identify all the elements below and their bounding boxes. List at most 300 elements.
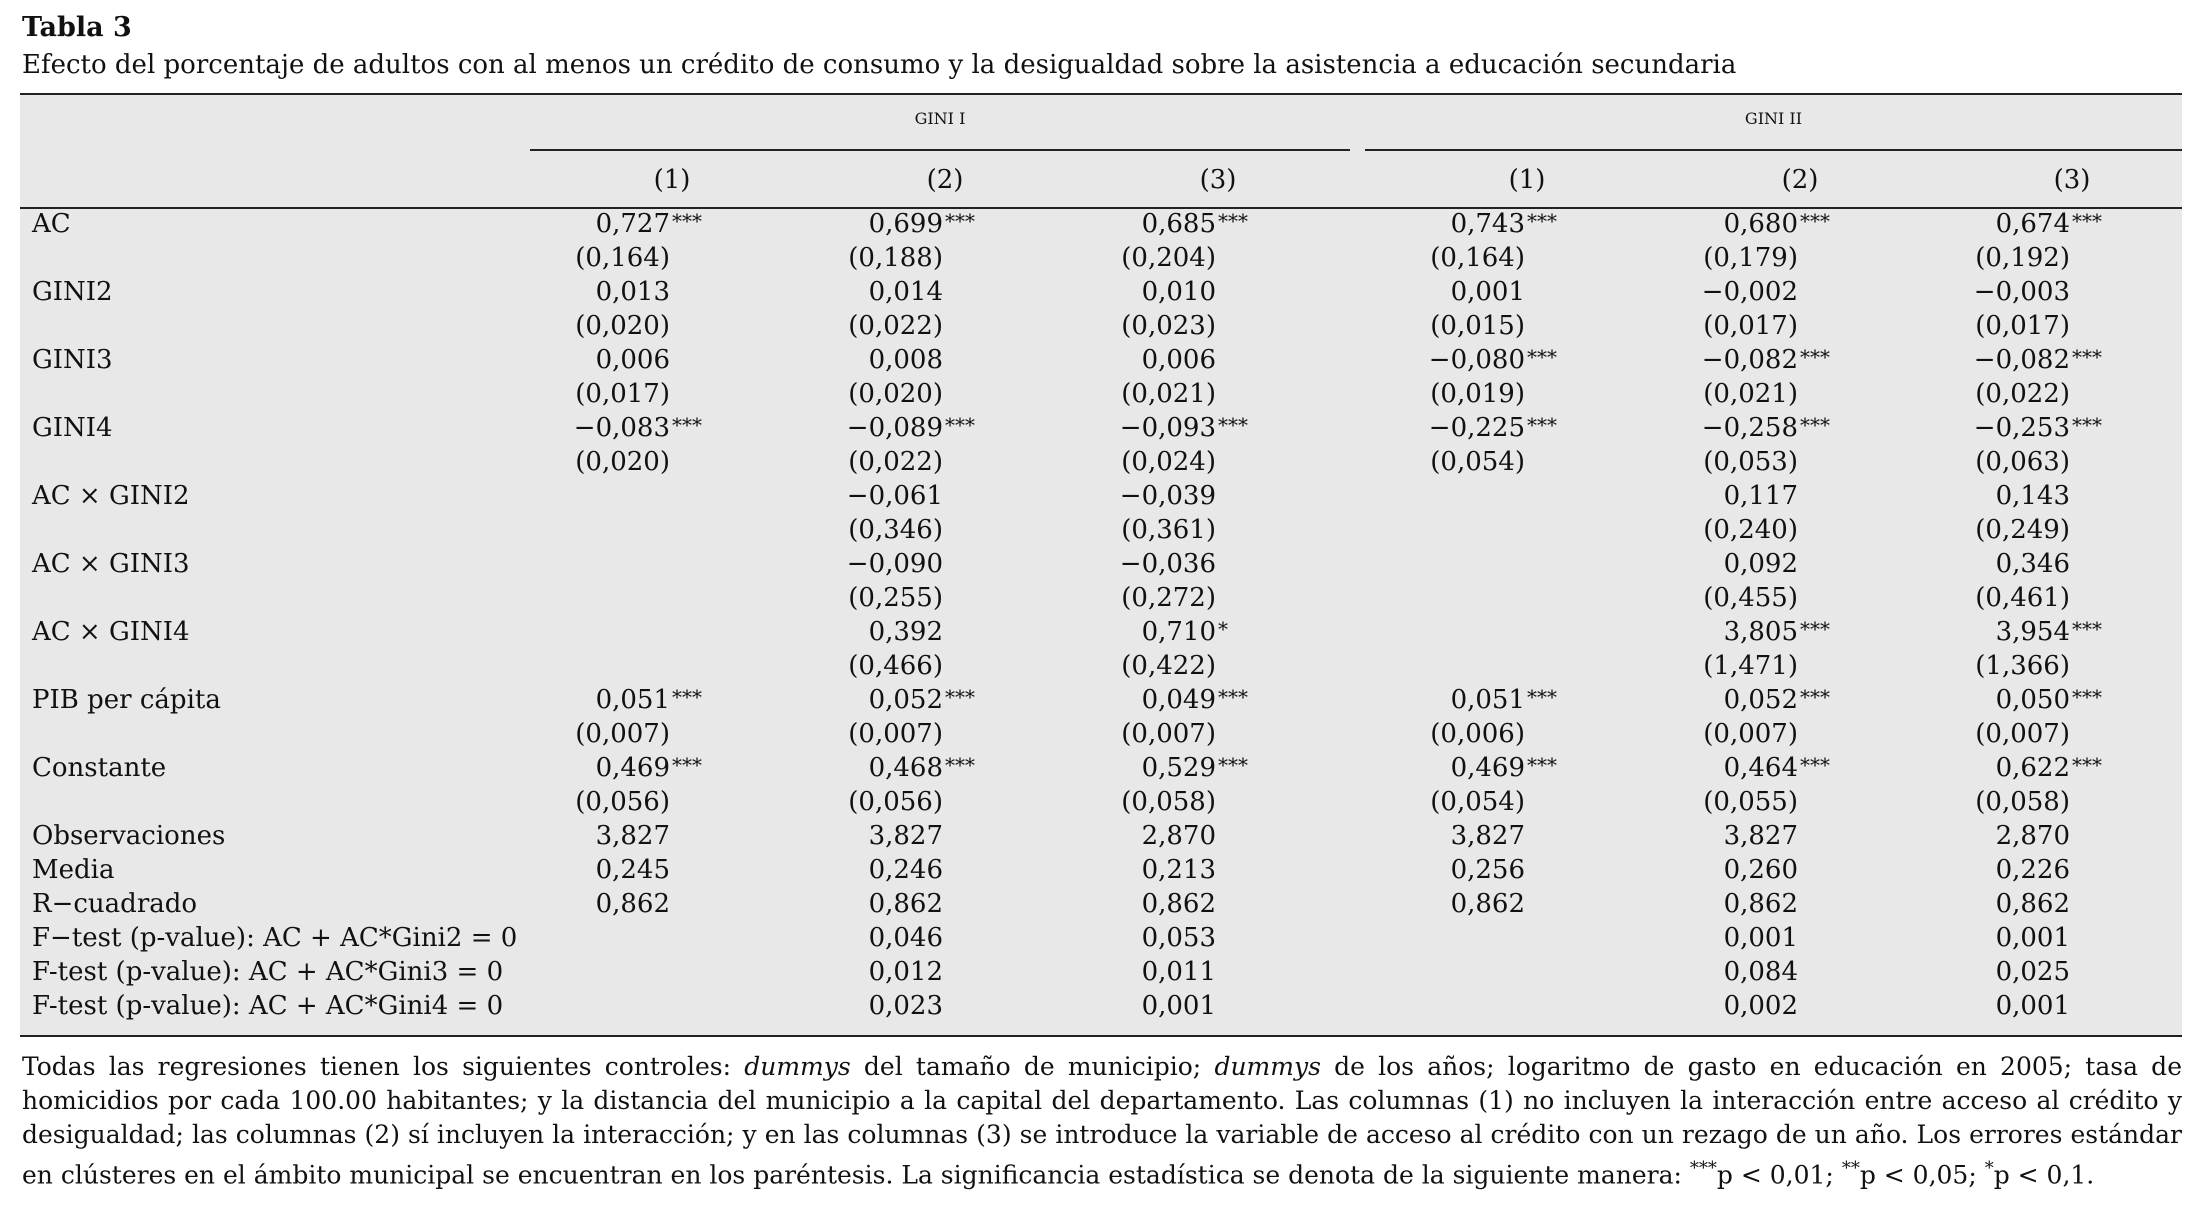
cell-value: (0,022) [1975, 379, 2070, 409]
row-label: GINI2 [32, 277, 113, 307]
cell-value: 0,001 [1141, 991, 1216, 1021]
table-row [20, 853, 2182, 887]
cell-value: 0,023 [868, 991, 943, 1021]
notes-italic: dummys [1214, 1052, 1321, 1081]
table-cell [1118, 311, 1318, 341]
cell-value: 0,001 [1995, 991, 2070, 1021]
table-cell [1700, 923, 1900, 953]
table-cell [1972, 583, 2172, 613]
cell-value: 0,226 [1995, 855, 2070, 885]
cell-value: 0,014 [868, 277, 943, 307]
table-cell [1427, 991, 1627, 1021]
significance-stars: *** [1527, 345, 1557, 369]
table-cell [572, 787, 772, 817]
table-row [20, 377, 2182, 411]
cell-value: −0,036 [1119, 549, 1216, 579]
table-cell [1972, 787, 2172, 817]
cell-value: −0,003 [1973, 277, 2070, 307]
table-cell [572, 617, 772, 647]
cell-value: (0,461) [1975, 583, 2070, 613]
cell-value: (0,346) [848, 515, 943, 545]
cell-value: (0,455) [1703, 583, 1798, 613]
cell-value: (0,007) [575, 719, 670, 749]
cell-value: 0,862 [1141, 889, 1216, 919]
notes-text: p < 0,1. [1993, 1160, 2095, 1190]
table-cell [1118, 243, 1318, 273]
notes-text: de los años; logaritmo de gasto en educación en 2005; tasa de homicidios por cada 100.00 habitantes; y la distancia del municipio a la capital del departamento. Las columnas (1) no incluyen la interacción entre acceso al crédito y desigualdad; las columnas (2) sí incluyen la interacción; y en las columnas (3) se introduce la variable de acceso al crédito con un rezago de un año. Los errores estándar en clústeres en el ámbito municipal se encuentran en los paréntesis. La significancia estadística se denota de la siguiente manera: [22, 1052, 2182, 1190]
table-body [20, 207, 2182, 1023]
table-cell [845, 277, 1045, 307]
table-cell [845, 209, 1045, 239]
table-cell [1427, 209, 1627, 239]
cell-value: 0,051 [595, 685, 670, 715]
table-cell [845, 447, 1045, 477]
table-cell [1700, 311, 1900, 341]
table-row [20, 513, 2182, 547]
table-cell [1118, 787, 1318, 817]
table-cell [1118, 481, 1318, 511]
row-label: Observaciones [32, 821, 226, 851]
table-cell [572, 515, 772, 545]
notes-stars: * [1984, 1158, 1994, 1179]
table-cell [572, 991, 772, 1021]
cell-value: (0,249) [1975, 515, 2070, 545]
table-row [20, 581, 2182, 615]
cell-value: 0,468 [868, 753, 943, 783]
cell-value: 0,011 [1141, 957, 1216, 987]
significance-stars: *** [1527, 413, 1557, 437]
table-cell [1700, 617, 1900, 647]
significance-stars: *** [945, 413, 975, 437]
cell-value: 2,870 [1995, 821, 2070, 851]
table-cell [1427, 447, 1627, 477]
table-cell [1972, 345, 2172, 375]
table-row [20, 955, 2182, 989]
group-underline-gini-i [530, 149, 1350, 151]
col-header: (2) [1781, 165, 1819, 195]
significance-stars: *** [672, 685, 702, 709]
table-cell [1972, 549, 2172, 579]
table-cell [1118, 753, 1318, 783]
table-cell [572, 277, 772, 307]
table-cell [1118, 379, 1318, 409]
table-cell [572, 549, 772, 579]
significance-stars: *** [1800, 413, 1830, 437]
table-cell [572, 889, 772, 919]
table-cell [1972, 957, 2172, 987]
table-cell [1972, 617, 2172, 647]
cell-value: 0,260 [1723, 855, 1798, 885]
table-cell [845, 345, 1045, 375]
cell-value: (0,015) [1430, 311, 1525, 341]
table-cell [572, 719, 772, 749]
table-row [20, 649, 2182, 683]
cell-value: −0,225 [1428, 413, 1525, 443]
cell-value: 0,392 [868, 617, 943, 647]
table-cell [1427, 923, 1627, 953]
table-cell [572, 685, 772, 715]
table-cell [845, 753, 1045, 783]
table-cell [1700, 413, 1900, 443]
table-cell [1972, 379, 2172, 409]
table-cell [1700, 379, 1900, 409]
significance-stars: *** [945, 753, 975, 777]
cell-value: −0,089 [846, 413, 943, 443]
significance-stars: *** [1527, 685, 1557, 709]
cell-value: −0,082 [1973, 345, 2070, 375]
cell-value: (0,179) [1703, 243, 1798, 273]
table-cell [1972, 209, 2172, 239]
table-cell [572, 923, 772, 953]
table-cell [1427, 719, 1627, 749]
cell-value: (0,020) [575, 311, 670, 341]
cell-value: −0,253 [1973, 413, 2070, 443]
table-cell [1118, 889, 1318, 919]
cell-value: (0,055) [1703, 787, 1798, 817]
table-row [20, 411, 2182, 445]
table-cell [1700, 753, 1900, 783]
table-caption: Efecto del porcentaje de adultos con al menos un crédito de consumo y la desigualdad sobre la asistencia a educación secundaria [22, 50, 1737, 80]
cell-value: (0,017) [575, 379, 670, 409]
table-cell [845, 549, 1045, 579]
table-row [20, 785, 2182, 819]
cell-value: 3,827 [1723, 821, 1798, 851]
cell-value: 0,002 [1723, 991, 1798, 1021]
cell-value: 0,699 [868, 209, 943, 239]
cell-value: (0,021) [1121, 379, 1216, 409]
table-cell [845, 821, 1045, 851]
table-cell [1118, 549, 1318, 579]
significance-stars: *** [2072, 685, 2102, 709]
significance-stars: *** [1800, 753, 1830, 777]
table-cell [845, 583, 1045, 613]
cell-value: 0,006 [1141, 345, 1216, 375]
table-cell [1427, 617, 1627, 647]
cell-value: (0,017) [1703, 311, 1798, 341]
cell-value: 0,012 [868, 957, 943, 987]
col-header: (2) [926, 165, 964, 195]
table-cell [845, 991, 1045, 1021]
table-cell [572, 957, 772, 987]
cell-value: 0,862 [595, 889, 670, 919]
significance-stars: *** [672, 413, 702, 437]
table-cell [845, 855, 1045, 885]
cell-value: 0,469 [1450, 753, 1525, 783]
row-label: F-test (p-value): AC + AC*Gini4 = 0 [32, 991, 504, 1021]
notes-text: del tamaño de municipio; [850, 1052, 1215, 1081]
table-cell [1972, 311, 2172, 341]
col-header: (1) [1508, 165, 1546, 195]
cell-value: 0,680 [1723, 209, 1798, 239]
table-cell [572, 821, 772, 851]
row-label: GINI4 [32, 413, 113, 443]
table-cell [1427, 345, 1627, 375]
cell-value: 0,862 [868, 889, 943, 919]
cell-value: (1,471) [1703, 651, 1798, 681]
table-row [20, 275, 2182, 309]
cell-value: (0,058) [1121, 787, 1216, 817]
table-cell [1700, 889, 1900, 919]
significance-stars: *** [1527, 753, 1557, 777]
cell-value: (0,255) [848, 583, 943, 613]
table-cell [845, 651, 1045, 681]
table-cell [1427, 243, 1627, 273]
table-cell [1118, 719, 1318, 749]
table-cell [845, 923, 1045, 953]
cell-value: (0,056) [575, 787, 670, 817]
table-row [20, 309, 2182, 343]
table-cell [1972, 481, 2172, 511]
col-header: (3) [1199, 165, 1237, 195]
table-cell [845, 515, 1045, 545]
cell-value: (0,023) [1121, 311, 1216, 341]
table-cell [845, 243, 1045, 273]
cell-value: 0,143 [1995, 481, 2070, 511]
cell-value: 0,862 [1723, 889, 1798, 919]
table-cell [1972, 277, 2172, 307]
table-cell [1118, 923, 1318, 953]
table-cell [845, 481, 1045, 511]
cell-value: (0,019) [1430, 379, 1525, 409]
table-cell [1972, 515, 2172, 545]
table-row [20, 479, 2182, 513]
table-cell [1972, 923, 2172, 953]
cell-value: (0,017) [1975, 311, 2070, 341]
table-cell [1427, 379, 1627, 409]
cell-value: 0,256 [1450, 855, 1525, 885]
cell-value: 0,084 [1723, 957, 1798, 987]
table-cell [1118, 685, 1318, 715]
table-cell [1118, 957, 1318, 987]
table-row [20, 207, 2182, 241]
table-cell [1118, 991, 1318, 1021]
table-cell [1700, 277, 1900, 307]
table-cell [572, 447, 772, 477]
cell-value: 0,862 [1450, 889, 1525, 919]
table-cell [1118, 617, 1318, 647]
table-cell [1427, 549, 1627, 579]
notes-text: p < 0,01; [1716, 1160, 1842, 1190]
row-label: GINI3 [32, 345, 113, 375]
table-cell [845, 957, 1045, 987]
cell-value: (0,054) [1430, 447, 1525, 477]
cell-value: 0,006 [595, 345, 670, 375]
significance-stars: *** [1527, 209, 1557, 233]
cell-value: 0,213 [1141, 855, 1216, 885]
significance-stars: *** [1218, 413, 1248, 437]
table-cell [1427, 481, 1627, 511]
table-cell [1700, 209, 1900, 239]
cell-value: 0,529 [1141, 753, 1216, 783]
cell-value: 0,727 [595, 209, 670, 239]
table-cell [845, 311, 1045, 341]
cell-value: (0,020) [848, 379, 943, 409]
table-cell [1427, 311, 1627, 341]
table-cell [1427, 855, 1627, 885]
table-cell [1427, 277, 1627, 307]
row-label: R−cuadrado [32, 889, 198, 919]
table-cell [1700, 515, 1900, 545]
table-cell [1118, 583, 1318, 613]
cell-value: 0,025 [1995, 957, 2070, 987]
table-cell [845, 617, 1045, 647]
table-cell [1427, 889, 1627, 919]
significance-stars: *** [1218, 753, 1248, 777]
table-cell [1427, 821, 1627, 851]
table-row [20, 921, 2182, 955]
table-row [20, 241, 2182, 275]
row-label: F−test (p-value): AC + AC*Gini2 = 0 [32, 923, 518, 953]
table-cell [845, 413, 1045, 443]
cell-value: 0,685 [1141, 209, 1216, 239]
cell-value: (0,054) [1430, 787, 1525, 817]
row-label: AC × GINI3 [32, 549, 190, 579]
cell-value: (0,022) [848, 447, 943, 477]
cell-value: −0,082 [1701, 345, 1798, 375]
cell-value: (0,058) [1975, 787, 2070, 817]
table-row [20, 547, 2182, 581]
table-cell [1700, 957, 1900, 987]
table-cell [572, 583, 772, 613]
table-cell [572, 753, 772, 783]
table-cell [1700, 583, 1900, 613]
table-cell [572, 345, 772, 375]
cell-value: (0,422) [1121, 651, 1216, 681]
table-cell [1427, 583, 1627, 613]
cell-value: −0,093 [1119, 413, 1216, 443]
cell-value: 0,346 [1995, 549, 2070, 579]
cell-value: 0,001 [1450, 277, 1525, 307]
table-cell [1700, 481, 1900, 511]
table-row [20, 751, 2182, 785]
table-cell [845, 889, 1045, 919]
table-cell [1972, 719, 2172, 749]
cell-value: 0,053 [1141, 923, 1216, 953]
table-cell [1700, 243, 1900, 273]
table-row [20, 717, 2182, 751]
significance-stars: *** [2072, 209, 2102, 233]
table-cell [572, 209, 772, 239]
table-cell [1972, 889, 2172, 919]
row-label: AC [32, 209, 71, 239]
table-cell [1427, 957, 1627, 987]
cell-value: (0,007) [1975, 719, 2070, 749]
cell-value: (0,164) [575, 243, 670, 273]
cell-value: −0,083 [573, 413, 670, 443]
table-row [20, 343, 2182, 377]
significance-stars: *** [2072, 617, 2102, 641]
table-cell [1118, 277, 1318, 307]
table-cell [1700, 549, 1900, 579]
cell-value: (0,188) [848, 243, 943, 273]
table-cell [572, 651, 772, 681]
cell-value: 0,001 [1995, 923, 2070, 953]
table-cell [1700, 855, 1900, 885]
table-row [20, 683, 2182, 717]
table-cell [1427, 787, 1627, 817]
table-cell [572, 243, 772, 273]
row-label: Constante [32, 753, 167, 783]
row-label: F-test (p-value): AC + AC*Gini3 = 0 [32, 957, 504, 987]
cell-value: 0,092 [1723, 549, 1798, 579]
significance-stars: *** [1218, 209, 1248, 233]
significance-stars: *** [2072, 413, 2102, 437]
row-label: AC × GINI2 [32, 481, 190, 511]
table-cell [1700, 719, 1900, 749]
cell-value: (0,164) [1430, 243, 1525, 273]
cell-value: 0,049 [1141, 685, 1216, 715]
cell-value: 2,870 [1141, 821, 1216, 851]
cell-value: (0,007) [1121, 719, 1216, 749]
cell-value: (0,056) [848, 787, 943, 817]
cell-value: 3,805 [1723, 617, 1798, 647]
table-cell [1700, 787, 1900, 817]
cell-value: 0,052 [868, 685, 943, 715]
cell-value: 0,001 [1723, 923, 1798, 953]
cell-value: 0,013 [595, 277, 670, 307]
cell-value: (0,272) [1121, 583, 1216, 613]
table-cell [572, 379, 772, 409]
table-cell [1700, 991, 1900, 1021]
cell-value: 0,245 [595, 855, 670, 885]
table-cell [572, 413, 772, 443]
col-header: (1) [653, 165, 691, 195]
table-cell [1700, 447, 1900, 477]
group-label-gini-ii: GINI II [1744, 109, 1803, 128]
table-cell [572, 311, 772, 341]
notes-stars: ** [1841, 1158, 1860, 1179]
table-cell [1700, 345, 1900, 375]
table-cell [1427, 753, 1627, 783]
notes-text: Todas las regresiones tienen los siguientes controles: [22, 1052, 745, 1081]
table-cell [1972, 413, 2172, 443]
cell-value: (0,022) [848, 311, 943, 341]
cell-value: 0,862 [1995, 889, 2070, 919]
cell-value: 0,469 [595, 753, 670, 783]
cell-value: (0,007) [1703, 719, 1798, 749]
table-title: Tabla 3 [22, 12, 132, 43]
cell-value: 0,117 [1723, 481, 1798, 511]
table-cell [1118, 447, 1318, 477]
table-cell [1700, 685, 1900, 715]
cell-value: −0,039 [1119, 481, 1216, 511]
table-cell [1972, 243, 2172, 273]
table-cell [1972, 651, 2172, 681]
cell-value: (0,240) [1703, 515, 1798, 545]
group-label-gini-i: GINI I [914, 109, 966, 128]
table-cell [1118, 345, 1318, 375]
table-cell [1972, 821, 2172, 851]
table-cell [1427, 413, 1627, 443]
significance-stars: *** [2072, 753, 2102, 777]
cell-value: −0,258 [1701, 413, 1798, 443]
table-row [20, 819, 2182, 853]
cell-value: 3,827 [595, 821, 670, 851]
table-cell [1118, 651, 1318, 681]
cell-value: (0,361) [1121, 515, 1216, 545]
cell-value: (0,192) [1975, 243, 2070, 273]
cell-value: (0,006) [1430, 719, 1525, 749]
cell-value: −0,061 [846, 481, 943, 511]
significance-stars: *** [2072, 345, 2102, 369]
cell-value: (0,020) [575, 447, 670, 477]
table-cell [1972, 447, 2172, 477]
table-notes [22, 1050, 2182, 1192]
significance-stars: *** [1218, 685, 1248, 709]
cell-value: 0,710 [1141, 617, 1216, 647]
table-row [20, 445, 2182, 479]
col-header: (3) [2053, 165, 2091, 195]
